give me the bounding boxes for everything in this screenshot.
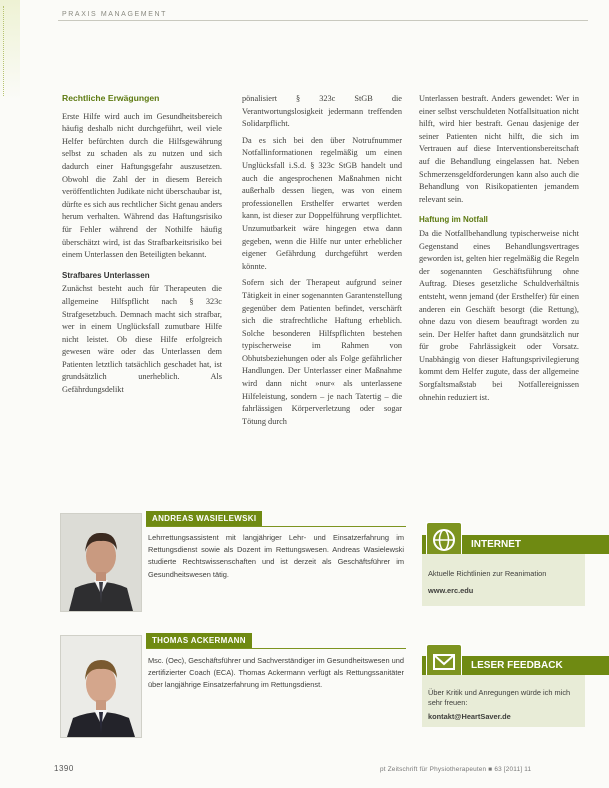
subheading-strafbares-unterlassen: Strafbares Unterlassen xyxy=(62,270,150,280)
paragraph: Zunächst besteht auch für Therapeuten die allgemeine Hilfspflicht nach § 323c Strafgesetzbuch. Demnach macht sich strafbar, wer in einem Unglücksfall zumutbare Hilfe nicht leistet. Ob diese Hilfe erfolgreich gewesen wäre oder das Unterlassen dem Patienten letztlich tatsächlich geschadet hat, ist grundsätzlich unerheblich. Als Gefährdungsdelikt xyxy=(62,284,222,395)
bio-name-ackermann: THOMAS ACKERMANN xyxy=(146,633,252,648)
article-column-1 xyxy=(62,92,222,397)
article-heading: Rechtliche Erwägungen xyxy=(62,93,160,103)
internet-box-text: Aktuelle Richtlinien zur Reanimation xyxy=(428,569,547,578)
journal-footer: pt Zeitschrift für Physiotherapeuten ■ 63 [2011] 11 xyxy=(380,766,532,773)
page-number: 1390 xyxy=(54,764,74,773)
globe-icon xyxy=(426,522,462,558)
author-photo-ackermann xyxy=(60,635,142,738)
internet-box-title: INTERNET xyxy=(422,535,609,554)
header-rule xyxy=(58,20,588,21)
article-column-2 xyxy=(242,93,402,428)
article-column-3 xyxy=(419,93,579,404)
paragraph: Unterlassen bestraft. Anders gewendet: Wer in einer selbst verschuldeten Notfallsituation nicht hilft, wird hier bestraft. Genau dasjenige der seiner Patienten nicht hilft, die sich im Vertrauen auf diese Interventionsbereitschaft auf die Behandlung eingelassen hat. Neben Schmerzensgeldforderungen kann also auch die Behandlung von Risikopatienten jemandem relevant sein. xyxy=(419,94,579,204)
bio-name-wasielewski: ANDREAS WASIELEWSKI xyxy=(146,511,262,526)
internet-link[interactable]: www.erc.edu xyxy=(428,586,474,595)
bio-text-wasielewski: Lehrrettungsassistent mit langjähriger Lehr- und Einsatzerfahrung im Rettungsdienst sowie als Dozent im Rettungswesen. Andreas Wasielewski studierte Rechtswissenschaften und ist derzeit als Geschäftsführer im Gesundheitswesen tätig. xyxy=(148,533,404,579)
author-photo-wasielewski xyxy=(60,513,142,612)
paragraph: Erste Hilfe wird auch im Gesundheitsbereich häufig deshalb nicht durchgeführt, weil viele Helfer befürchten durch die Hilfsgewährung selbst zu schaden als zu nutzen und sich dadurch einer Haftungsgefahr auszusetzen. Obwohl die Zahl der in diesem Bereich veröffentlichten Judikate nicht überschaubar ist, dürfte es sich aus rechtlicher Sicht genau anders herum verhalten. Während das Haftungsrisiko für Fehler während der Nothilfe häufig überschätzt wird, ist das Strafbarkeitsrisiko bei einem Unterlassen den Beteiligten bekannt. xyxy=(62,111,222,260)
feedback-box-body xyxy=(422,675,585,727)
subheading-haftung-im-notfall: Haftung im Notfall xyxy=(419,215,488,225)
bio-rule xyxy=(146,526,406,527)
feedback-email-link[interactable]: kontakt@HeartSaver.de xyxy=(428,712,511,721)
paragraph: Sofern sich der Therapeut aufgrund seiner Tätigkeit in einer sogenannten Garantenstellung gegenüber dem Patienten befindet, verschärft sich die strafrechtliche Haftung erheblich. Solche besonderen Hilfspflichten bestehen typischerweise im Rahmen von Obhutsbeziehungen oder als Folge gefährlicher Handlungen. Der Unterlasser einer Maßnahme wird dann nicht »nur« als unterlassene Hilfeleistung, sondern – je nach Tatertig – die fahrlässigen Körperverletzung oder sogar Tötung durch xyxy=(242,278,402,426)
section-label: PRAXIS MANAGEMENT xyxy=(62,11,167,18)
paragraph: Da die Notfallbehandlung typischerweise nicht Gegenstand eines Behandlungsvertrages geworden ist, gelten hier regelmäßig die Regeln der sogenannten Geschäftsführung ohne Auftrag. Dieses gesetzliche Schuldverhältnis entsteht, wenn jemand (der Ersthelfer) für einen anderen ein Geschäft besorgt (die Rettung), ohne dazu von diesem beauftragt worden zu sein. Der Helfer haftet dann grundsätzlich nur für grobe Fahrlässigkeit oder Vorsatz. Unabhängig von dieser Haftungsprivilegierung kommt dem Helfer zugute, dass der allgemeine Sorgfaltsmaßstab bei Notfallereignissen ohnehin reduziert ist. xyxy=(419,228,579,402)
feedback-box-title: LESER FEEDBACK xyxy=(422,656,609,675)
paragraph: Da es sich bei den über Notrufnummer Notfallinformationen regelmäßig um einen Unglücksfall i.S.d. § 323c StGB handelt und auch die angesprochenen Maßnahmen nicht außerhalb dessen liegen, was von einem professionellen Ersthelfer erwartet werden kann, ist dieser zur Doppelführung verpflichtet. Unzumutbarkeit wäre hingegen etwa dann gegeben, wenn die Hilfe nur unter erheblicher eigener Gefährdung durchgeführt werden könnte. xyxy=(242,135,402,271)
paragraph: pönalisiert § 323c StGB die Verantwortungslosigkeit jedermann treffenden Solidarpflicht. xyxy=(242,94,402,129)
internet-box-body xyxy=(422,554,585,606)
left-margin-dots xyxy=(3,6,7,96)
bio-text-ackermann: Msc. (Oec), Geschäftsführer und Sachverständiger im Gesundheitswesen und zertifizierter Coach (ECA). Thomas Ackermann verfügt als Rettungssanitäter über langjährige Einsatzerfahrung im Rettungsdienst. xyxy=(148,656,404,690)
feedback-box-text: Über Kritik und Anregungen würde ich mich sehr freuen: xyxy=(428,688,571,707)
bio-rule xyxy=(146,648,406,649)
